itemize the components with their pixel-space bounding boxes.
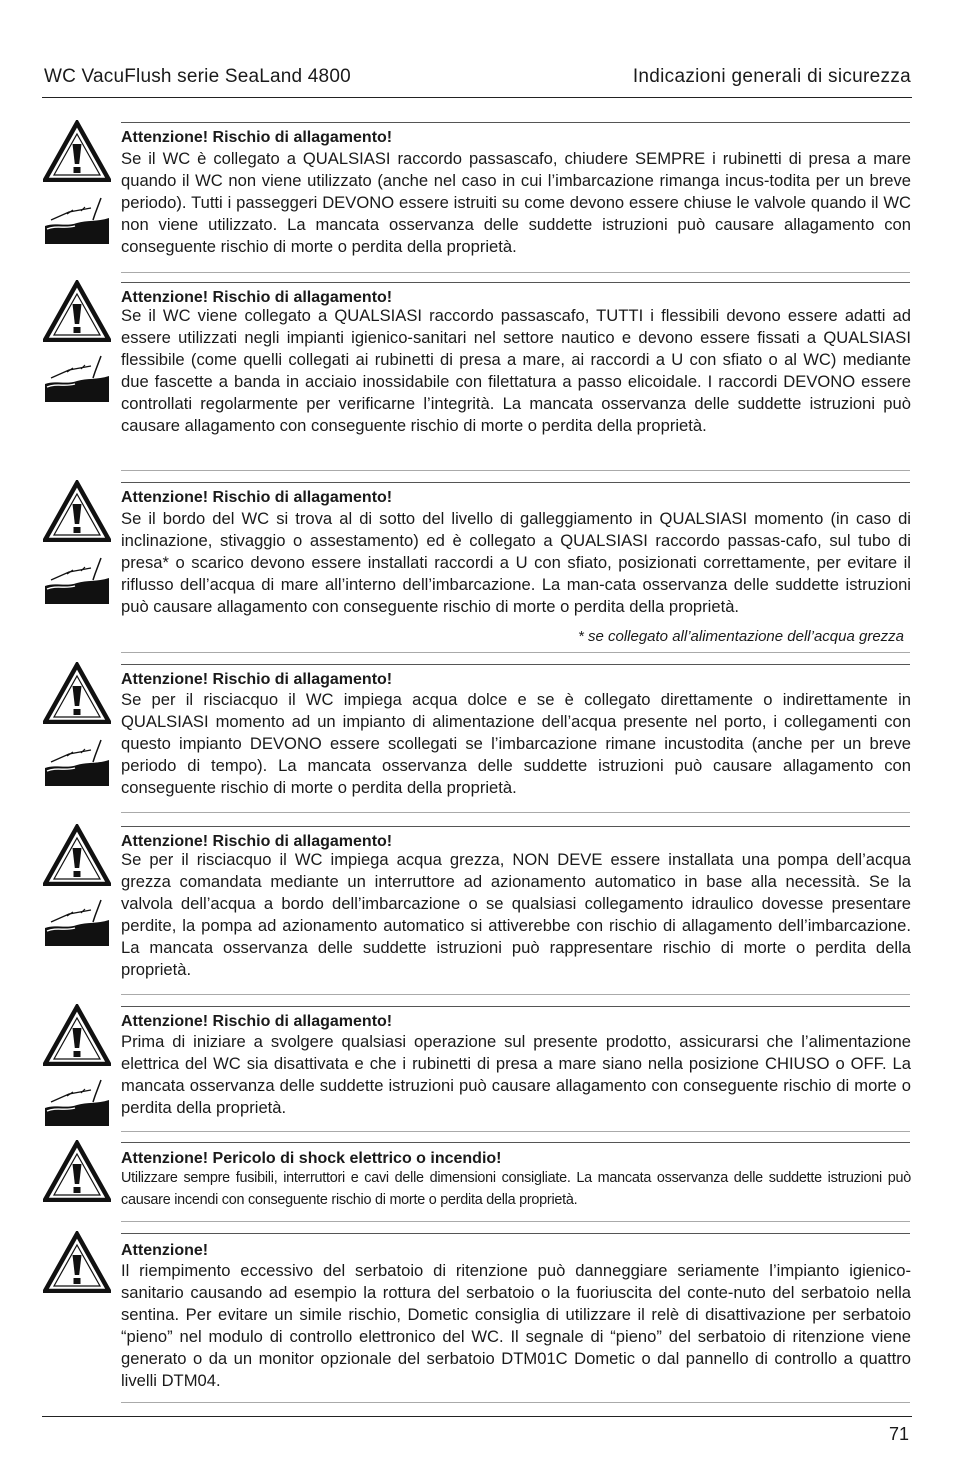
warning-text: Il riempimento eccessivo del serbatoio di ritenzione può danneggiare seriamente l’impianto igienico-sanitario causando ad esempio la rottura del serbatoio o la fuoriuscita del conte-nuto del serbatoio nella sentina. Per evitare un simile rischio, Dometic consiglia di utilizzare il relè di disattivazione per serbatoio “pieno” nel modulo di controllo elettronico del WC. Il segnale di “pieno” del serbatoio di ritenzione viene generato o da un monitor opzionale del serbatoio DTM01C Dometic o dal pannello di controllo a quattro livelli DTM04. xyxy=(121,1261,911,1391)
warning-text: Prima di iniziare a svolgere qualsiasi operazione sul presente prodotto, assicurarsi che l’alimentazione elettrica del WC sia disattivata e che i rubinetti di presa a mare siano nella posizione CHIUSO o OFF. La mancata osservanza delle suddette istruzioni può causare allagamento con conseguente rischio di morte o perdita della proprietà. xyxy=(121,1032,911,1118)
section-divider xyxy=(121,272,910,273)
section-divider xyxy=(121,812,910,813)
warning-title: Attenzione! Rischio di allagamento! xyxy=(121,671,393,688)
section-divider xyxy=(121,652,910,653)
section-divider xyxy=(121,664,910,665)
page-number: 71 xyxy=(888,1424,909,1444)
section-divider xyxy=(121,1131,910,1132)
warning-text: Se per il risciacquo il WC impiega acqua dolce e se è collegato direttamente o indirettamente in QUALSIASI momento ad un impianto di alimentazione dell’acqua presente nel porto, i collegamenti con questo impianto DEVONO essere scollegati se l’imbarcazione rimane incustodita (anche per un breve periodo di tempo). La mancata osservanza delle suddette istruzioni può causare allagamento con conseguente rischio di morte o perdita della proprietà. xyxy=(121,690,911,798)
warning-text: Se il WC viene collegato a QUALSIASI raccordo passascafo, TUTTI i flessibili devono essere adatti ad essere utilizzati negli impianti igienico-sanitari nel settore nautico e devono essere fissati a QUALSIASI flessibile (come quelli collegati ai rubinetti di presa a mare, ai raccordi a U con sfiato o al WC) mediante due fascette a banda in acciaio inossidabile con filettatura a passo elicoidale. I raccordi DEVONO essere controllati regolarmente per verificarne l’integrità. La mancata osservanza delle suddette istruzioni può causare allagamento con conseguente rischio di morte o perdita della proprietà. xyxy=(121,306,911,436)
header-product-title: WC VacuFlush serie SeaLand 4800 xyxy=(44,66,351,87)
warning-title: Attenzione! Rischio di allagamento! xyxy=(121,833,393,850)
warning-triangle-icon xyxy=(43,824,111,886)
section-divider xyxy=(121,1142,910,1143)
section-divider xyxy=(121,1006,910,1007)
footnote: * se collegato all’alimentazione dell’acqua grezza xyxy=(577,628,904,645)
warning-text: Se il bordo del WC si trova al di sotto del livello di galleggiamento in QUALSIASI momento (in caso di inclinazione, stivaggio o assestamento) ed è collegato a QUALSIASI raccordo passas-cafo, sul tubo di presa* o scarico devono essere installati raccordi a U con sfiato, posizionati correttamente, per evitare il riflusso dell’acqua di mare all’interno dell’imbarcazione. La man-cata osservanza delle suddette istruzioni può causare allagamento con conseguente rischio di morte o perdita della proprietà. xyxy=(121,509,911,617)
warning-triangle-icon xyxy=(43,120,111,182)
warning-text: Se per il risciacquo il WC impiega acqua grezza, NON DEVE essere installata una pompa dell’acqua grezza comandata mediante un interruttore ad azionamento automatico in base alla necessità. Se la valvola dell’acqua a bordo dell’imbarcazione o se qualsiasi collegamento idraulico dovesse presentare perdite, la pompa ad azionamento automatico si attiverebbe con rischio di allagamento dell’imbarcazione. La mancata osservanza delle suddette istruzioni può rappresentare rischio di morte o perdita della proprietà. xyxy=(121,850,911,980)
footer-divider xyxy=(42,1416,912,1417)
header-chapter-title: Indicazioni generali di sicurezza xyxy=(632,66,911,87)
flooding-hazard-icon xyxy=(43,196,111,244)
section-divider xyxy=(121,994,910,995)
warning-title: Attenzione! Rischio di allagamento! xyxy=(121,289,393,306)
warning-triangle-icon xyxy=(43,480,111,542)
warning-title: Attenzione! Rischio di allagamento! xyxy=(121,489,393,506)
section-divider xyxy=(121,470,910,471)
warning-text: Se il WC è collegato a QUALSIASI raccordo passascafo, chiudere SEMPRE i rubinetti di presa a mare quando il WC non viene utilizzato (anche nel caso in cui l’imbarcazione rimanga incus-todita per un breve periodo). Tutti i passeggeri DEVONO essere istruiti su come devono essere chiuse le valvole quando il WC non viene utilizzato. La mancata osservanza delle suddette istruzioni può causare allagamento con conseguente rischio di morte o perdita della proprietà. xyxy=(121,149,911,257)
warning-triangle-icon xyxy=(43,662,111,724)
section-divider xyxy=(121,1402,910,1403)
section-divider xyxy=(121,482,910,483)
warning-title: Attenzione! xyxy=(121,1242,209,1259)
warning-title: Attenzione! Pericolo di shock elettrico o incendio! xyxy=(121,1150,502,1167)
section-divider xyxy=(121,826,910,827)
header-divider xyxy=(42,97,912,98)
warning-triangle-icon xyxy=(43,1140,111,1202)
flooding-hazard-icon xyxy=(43,354,111,402)
flooding-hazard-icon xyxy=(43,738,111,786)
warning-title: Attenzione! Rischio di allagamento! xyxy=(121,129,393,146)
section-divider xyxy=(121,1221,910,1222)
warning-title: Attenzione! Rischio di allagamento! xyxy=(121,1013,393,1030)
flooding-hazard-icon xyxy=(43,898,111,946)
warning-triangle-icon xyxy=(43,1004,111,1066)
flooding-hazard-icon xyxy=(43,1078,111,1126)
section-divider xyxy=(121,122,910,123)
warning-triangle-icon xyxy=(43,1231,111,1293)
section-divider xyxy=(121,1233,910,1234)
warning-text: Utilizzare sempre fusibili, interruttori e cavi delle dimensioni consigliate. La mancata osservanza delle suddette istruzioni può causare incendi con conseguente rischio di morte o perdita della proprietà. xyxy=(121,1170,911,1208)
warning-triangle-icon xyxy=(43,280,111,342)
flooding-hazard-icon xyxy=(43,556,111,604)
section-divider xyxy=(121,282,910,283)
